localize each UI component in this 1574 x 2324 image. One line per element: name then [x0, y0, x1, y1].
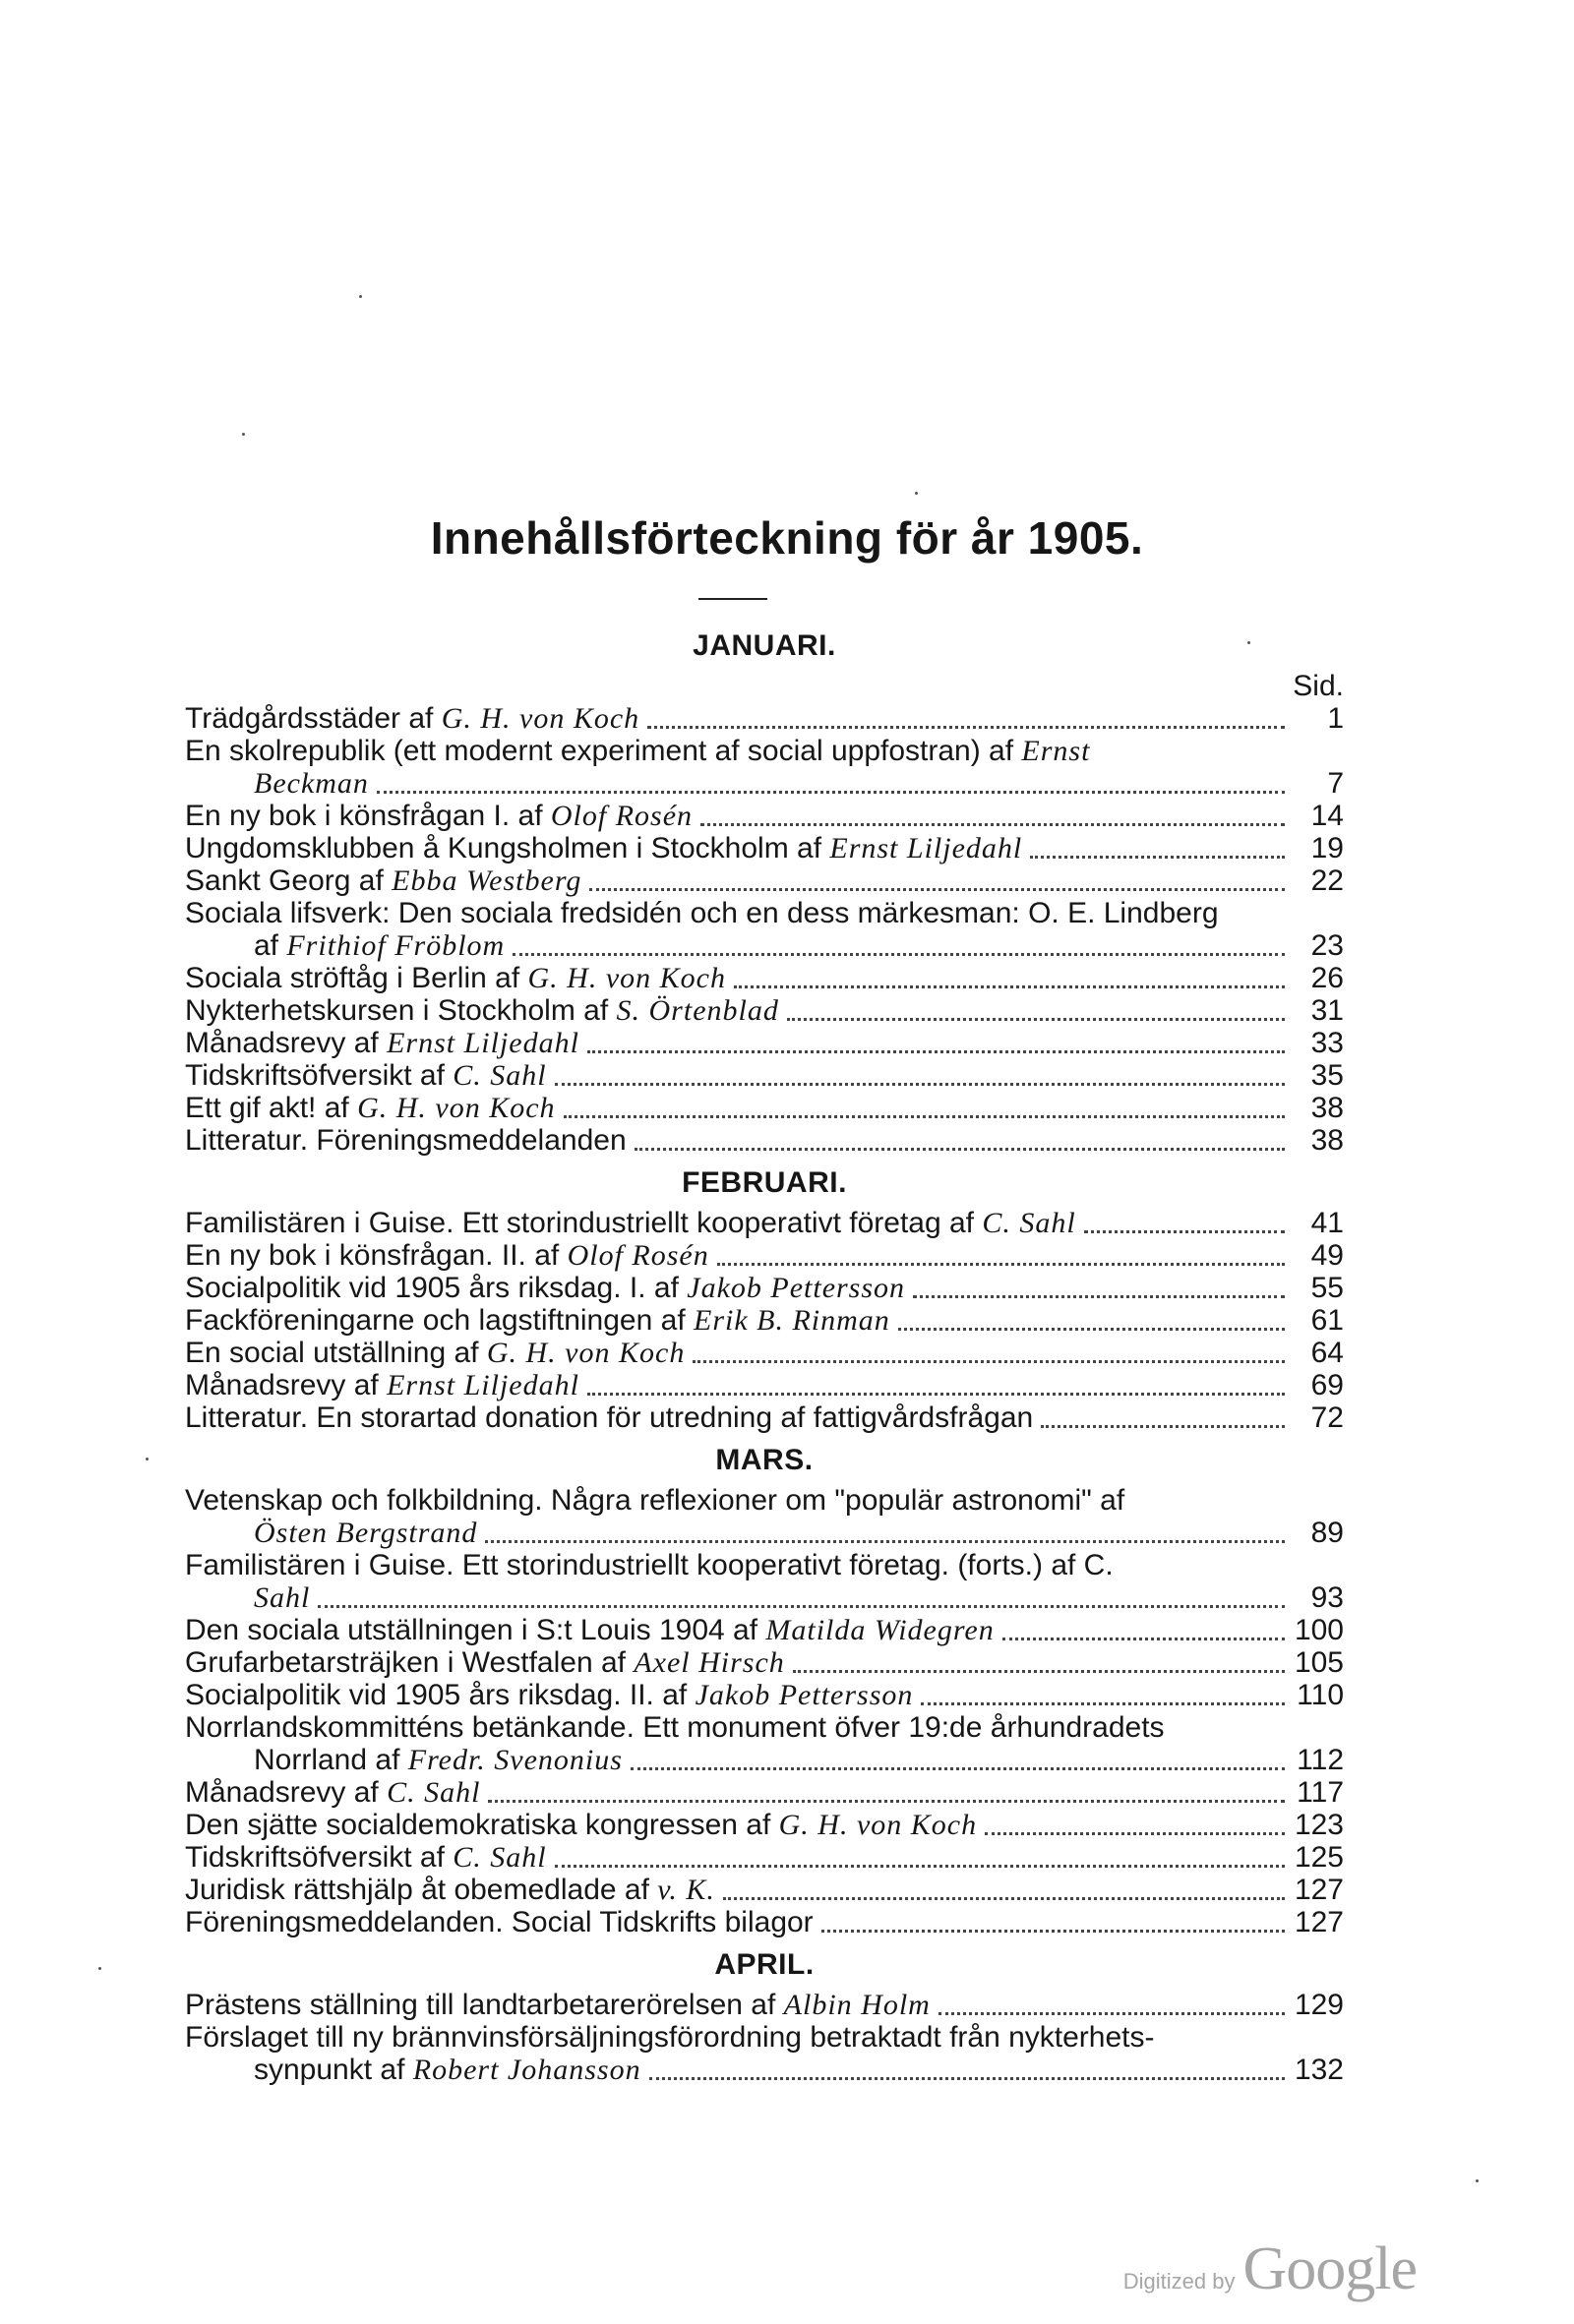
- page-number: 31: [1310, 994, 1344, 1027]
- page-number: 33: [1310, 1027, 1344, 1059]
- page-number: 125: [1294, 1841, 1344, 1874]
- toc-entry: [185, 1272, 1344, 1304]
- dot-leader: [938, 2011, 1285, 2015]
- dot-leader: [513, 952, 1285, 956]
- page-number: 7: [1327, 767, 1344, 800]
- dot-leader: [555, 1082, 1285, 1086]
- entry-title: Trädgårdsstäder af: [185, 702, 442, 735]
- toc-entry: [185, 800, 1344, 832]
- dot-leader: [488, 1799, 1285, 1803]
- entry-title: Sociala lifsverk: Den sociala fredsidén och en dess märkesman: O. E. Lindberg: [185, 897, 1219, 929]
- entry-author: S. Örtenblad: [616, 994, 779, 1027]
- entry-title: synpunkt af: [254, 2054, 413, 2086]
- dot-leader: [921, 1701, 1285, 1705]
- page-number: 19: [1310, 832, 1344, 864]
- entry-author: Ebba Westberg: [392, 864, 582, 897]
- page-number: 1: [1327, 702, 1344, 735]
- toc-entry: [185, 1059, 1344, 1092]
- page-number: 64: [1310, 1337, 1344, 1369]
- page-number: 89: [1310, 1517, 1344, 1549]
- toc-entry: [185, 1207, 1344, 1239]
- entry-text: [185, 1809, 977, 1841]
- dot-leader: [649, 2076, 1285, 2080]
- page-number: 123: [1294, 1809, 1344, 1841]
- dot-leader: [589, 887, 1285, 891]
- entry-author: G. H. von Koch: [778, 1809, 978, 1841]
- dot-leader: [700, 822, 1285, 826]
- toc-entry: [185, 897, 1344, 929]
- entry-text: [185, 1841, 547, 1874]
- dot-leader: [1041, 1424, 1285, 1428]
- toc-entry: [185, 2054, 1344, 2086]
- toc-entry: [185, 1337, 1344, 1369]
- scan-speck: [98, 1967, 101, 1970]
- entry-text: [185, 1027, 579, 1059]
- page-number: 110: [1297, 1679, 1344, 1711]
- entry-author: v. K.: [657, 1874, 715, 1906]
- scan-speck: [1476, 2179, 1479, 2182]
- entry-author: Albin Holm: [783, 1989, 931, 2021]
- entry-author: Matilda Widegren: [765, 1614, 995, 1646]
- entry-text: [185, 1124, 627, 1157]
- dot-leader: [913, 1294, 1285, 1298]
- page-number: 69: [1310, 1369, 1344, 1401]
- entry-title: Socialpolitik vid 1905 års riksdag. I. af: [185, 1272, 688, 1304]
- entry-title: En skolrepublik (ett modernt experiment af social uppfostran) af: [185, 735, 1022, 767]
- entry-title: Månadsrevy af: [185, 1369, 388, 1401]
- entry-title: Norrlandskommitténs betänkande. Ett monument öfver 19:de århundradets: [185, 1711, 1165, 1744]
- page-number: 127: [1294, 1874, 1344, 1906]
- page-number: 26: [1310, 962, 1344, 994]
- toc-entry: [185, 1874, 1344, 1906]
- toc-entry: [185, 962, 1344, 994]
- entry-title: Fackföreningarne och lagstiftningen af: [185, 1304, 694, 1337]
- entry-text: [185, 1337, 685, 1369]
- dot-leader: [587, 1049, 1285, 1053]
- toc-entry: [185, 1646, 1344, 1679]
- dot-leader: [564, 1114, 1285, 1118]
- page-number: 72: [1310, 1401, 1344, 1434]
- dot-leader: [717, 1262, 1285, 1266]
- entry-author: Frithiof Fröblom: [286, 929, 506, 962]
- entry-text: [185, 1776, 480, 1809]
- entry-text: [185, 1092, 556, 1124]
- page-number: 129: [1294, 1989, 1344, 2021]
- toc-entry: [185, 1809, 1344, 1841]
- toc-entry: [185, 1989, 1344, 2021]
- entry-author: Beckman: [254, 767, 369, 800]
- toc-entry: [185, 1517, 1344, 1549]
- entry-title: Ungdomsklubben å Kungsholmen i Stockholm af: [185, 832, 830, 864]
- entry-text: [254, 767, 369, 800]
- toc-entry: [185, 1549, 1344, 1581]
- entry-author: Olof Rosén: [550, 800, 694, 832]
- section-heading: MARS.: [715, 1444, 814, 1476]
- entry-text: [185, 1679, 913, 1711]
- page-number: 38: [1310, 1124, 1344, 1157]
- entry-title: Tidskriftsöfversikt af: [185, 1059, 454, 1092]
- entry-text: [185, 2021, 1155, 2054]
- toc-entry: [185, 702, 1344, 735]
- entry-author: Axel Hirsch: [634, 1646, 785, 1679]
- entry-text: [185, 702, 639, 735]
- entry-title: En ny bok i könsfrågan. II. af: [185, 1239, 568, 1272]
- toc-entry: [185, 1304, 1344, 1337]
- scan-speck: [146, 1458, 149, 1460]
- entry-title: Ett gif akt! af: [185, 1092, 358, 1124]
- toc-entry: [185, 1027, 1344, 1059]
- entry-title: Grufarbetarsträjken i Westfalen af: [185, 1646, 635, 1679]
- dot-leader: [985, 1831, 1285, 1835]
- page-number: 100: [1294, 1614, 1344, 1646]
- entry-title: Sankt Georg af: [185, 864, 393, 897]
- entry-text: [185, 1272, 905, 1304]
- entry-text: [185, 1239, 709, 1272]
- toc-entry: [185, 832, 1344, 864]
- dot-leader: [787, 1017, 1285, 1021]
- toc-entry: [185, 2021, 1344, 2054]
- entry-title: Vetenskap och folkbildning. Några reflexioner om "populär astronomi" af: [185, 1484, 1125, 1517]
- entry-title: Den sociala utställningen i S:t Louis 1904 af: [185, 1614, 766, 1646]
- watermark-prefix: Digitized by: [1122, 2269, 1236, 2294]
- toc-entry: [185, 1906, 1344, 1938]
- entry-title: Norrland af: [254, 1744, 408, 1776]
- page-number: 14: [1310, 800, 1344, 832]
- section-heading: APRIL.: [714, 1948, 815, 1981]
- page-number: 93: [1310, 1581, 1344, 1614]
- entry-author: Erik B. Rinman: [694, 1304, 890, 1337]
- section-heading: FEBRUARI.: [682, 1166, 847, 1199]
- entry-text: [185, 897, 1219, 929]
- entry-author: C. Sahl: [453, 1841, 547, 1874]
- page-number: 22: [1310, 864, 1344, 897]
- dot-leader: [1002, 1637, 1285, 1640]
- entry-text: [185, 994, 779, 1027]
- entry-text: [185, 1059, 547, 1092]
- entry-text: [185, 1484, 1124, 1517]
- entry-title: Socialpolitik vid 1905 års riksdag. II. af: [185, 1679, 696, 1711]
- entry-text: [185, 832, 1022, 864]
- entry-title: Familistären i Guise. Ett storindustriellt kooperativt företag. (forts.) af C.: [185, 1549, 1114, 1581]
- entry-title: Nykterhetskursen i Stockholm af: [185, 994, 617, 1027]
- page-number: 132: [1294, 2054, 1344, 2086]
- entry-title: En ny bok i könsfrågan I. af: [185, 800, 551, 832]
- entry-text: [254, 1744, 623, 1776]
- google-logo: Google: [1242, 2235, 1417, 2302]
- toc-entry: [185, 864, 1344, 897]
- toc-entry: [185, 1614, 1344, 1646]
- entry-author: C. Sahl: [387, 1776, 481, 1809]
- toc-entry: [185, 1776, 1344, 1809]
- entry-author: Ernst Liljedahl: [387, 1369, 579, 1401]
- entry-title: Sociala ströftåg i Berlin af: [185, 962, 528, 994]
- entry-title: Förslaget till ny brännvinsförsäljningsförordning betraktadt från nykterhets-: [185, 2021, 1155, 2054]
- entry-author: Östen Bergstrand: [254, 1517, 478, 1549]
- page-number: 105: [1294, 1646, 1344, 1679]
- entry-text: [185, 1906, 814, 1938]
- toc-entry: [185, 1239, 1344, 1272]
- dot-leader: [821, 1929, 1285, 1933]
- entry-text: [185, 1401, 1033, 1434]
- scan-speck: [915, 492, 918, 495]
- page-number: 61: [1310, 1304, 1344, 1337]
- entry-author: G. H. von Koch: [527, 962, 726, 994]
- dot-leader: [647, 725, 1285, 729]
- entry-author: G. H. von Koch: [441, 702, 640, 735]
- scan-speck: [242, 433, 245, 436]
- toc-entry: [185, 1484, 1344, 1517]
- dot-leader: [693, 1359, 1285, 1363]
- entry-text: [254, 1581, 310, 1614]
- entry-text: [185, 735, 1090, 767]
- toc-entry: [185, 1369, 1344, 1401]
- entry-author: Robert Johansson: [412, 2054, 641, 2086]
- table-of-contents: [185, 629, 1344, 2086]
- dot-leader: [898, 1327, 1285, 1331]
- entry-title: af: [254, 929, 287, 962]
- entry-author: Ernst Liljedahl: [387, 1027, 579, 1059]
- entry-author: Ernst: [1021, 735, 1091, 767]
- entry-title: Litteratur. En storartad donation för utredning af fattigvårdsfrågan: [185, 1401, 1034, 1434]
- entry-title: En social utställning af: [185, 1337, 487, 1369]
- toc-entry: [185, 1124, 1344, 1157]
- entry-text: [254, 1517, 477, 1549]
- google-watermark: [1123, 2235, 1417, 2304]
- toc-entry: [185, 1581, 1344, 1614]
- entry-title: Juridisk rättshjälp åt obemedlade af: [185, 1874, 658, 1906]
- page-title: Innehållsförteckning för år 1905.: [430, 512, 1144, 564]
- title-divider: [698, 598, 767, 600]
- scan-speck: [1247, 641, 1250, 644]
- page-number: 112: [1297, 1744, 1344, 1776]
- toc-entry: [185, 1841, 1344, 1874]
- entry-title: Familistären i Guise. Ett storindustriellt kooperativt företag af: [185, 1207, 983, 1239]
- toc-entry: [185, 767, 1344, 800]
- dot-leader: [1084, 1229, 1285, 1233]
- page-number: 23: [1310, 929, 1344, 962]
- section-heading: JANUARI.: [693, 629, 836, 662]
- page-number: 49: [1310, 1239, 1344, 1272]
- toc-entry: [185, 735, 1344, 767]
- page-number: 38: [1310, 1092, 1344, 1124]
- entry-text: [185, 1304, 890, 1337]
- dot-leader: [555, 1864, 1285, 1868]
- dot-leader: [318, 1604, 1285, 1608]
- entry-text: [185, 1874, 715, 1906]
- toc-entry: [185, 1711, 1344, 1744]
- toc-entry: [185, 994, 1344, 1027]
- scan-speck: [359, 295, 362, 298]
- entry-author: G. H. von Koch: [486, 1337, 686, 1369]
- entry-text: [254, 929, 505, 962]
- entry-author: Jakob Pettersson: [695, 1679, 914, 1711]
- entry-author: C. Sahl: [453, 1059, 547, 1092]
- dot-leader: [587, 1392, 1285, 1396]
- toc-entry: [185, 1744, 1344, 1776]
- page-number: 55: [1310, 1272, 1344, 1304]
- toc-entry: [185, 1679, 1344, 1711]
- entry-text: [185, 864, 581, 897]
- dot-leader: [635, 1147, 1285, 1151]
- dot-leader: [631, 1766, 1285, 1770]
- entry-title: Den sjätte socialdemokratiska kongressen af: [185, 1809, 779, 1841]
- entry-author: Olof Rosén: [567, 1239, 709, 1272]
- dot-leader: [1030, 855, 1285, 859]
- entry-text: [185, 1614, 995, 1646]
- page-column-label: Sid.: [1293, 670, 1344, 702]
- entry-text: [185, 1711, 1165, 1744]
- dot-leader: [377, 790, 1285, 794]
- dot-leader: [734, 984, 1285, 988]
- entry-text: [185, 1369, 579, 1401]
- entry-author: G. H. von Koch: [357, 1092, 556, 1124]
- entry-title: Litteratur. Föreningsmeddelanden: [185, 1124, 627, 1157]
- entry-text: [185, 800, 693, 832]
- page-number: 35: [1310, 1059, 1344, 1092]
- entry-title: Tidskriftsöfversikt af: [185, 1841, 454, 1874]
- entry-text: [185, 1207, 1076, 1239]
- entry-author: Fredr. Svenonius: [407, 1744, 623, 1776]
- dot-leader: [793, 1669, 1285, 1673]
- entry-author: Ernst Liljedahl: [829, 832, 1023, 864]
- entry-author: C. Sahl: [982, 1207, 1076, 1239]
- dot-leader: [485, 1539, 1285, 1543]
- entry-text: [185, 1989, 931, 2021]
- entry-title: Prästens ställning till landtarbetarerörelsen af: [185, 1989, 784, 2021]
- toc-entry: [185, 1401, 1344, 1434]
- entry-title: Föreningsmeddelanden. Social Tidskrifts bilagor: [185, 1906, 814, 1938]
- toc-entry: [185, 1092, 1344, 1124]
- page-number: 117: [1297, 1776, 1344, 1809]
- entry-author: Sahl: [254, 1581, 311, 1614]
- page-number: 127: [1294, 1906, 1344, 1938]
- entry-text: [185, 962, 726, 994]
- dot-leader: [723, 1896, 1285, 1900]
- entry-text: [254, 2054, 641, 2086]
- toc-entry: [185, 929, 1344, 962]
- entry-title: Månadsrevy af: [185, 1776, 388, 1809]
- entry-author: Jakob Pettersson: [687, 1272, 906, 1304]
- entry-title: Månadsrevy af: [185, 1027, 388, 1059]
- entry-text: [185, 1646, 785, 1679]
- entry-text: [185, 1549, 1114, 1581]
- page-number: 41: [1310, 1207, 1344, 1239]
